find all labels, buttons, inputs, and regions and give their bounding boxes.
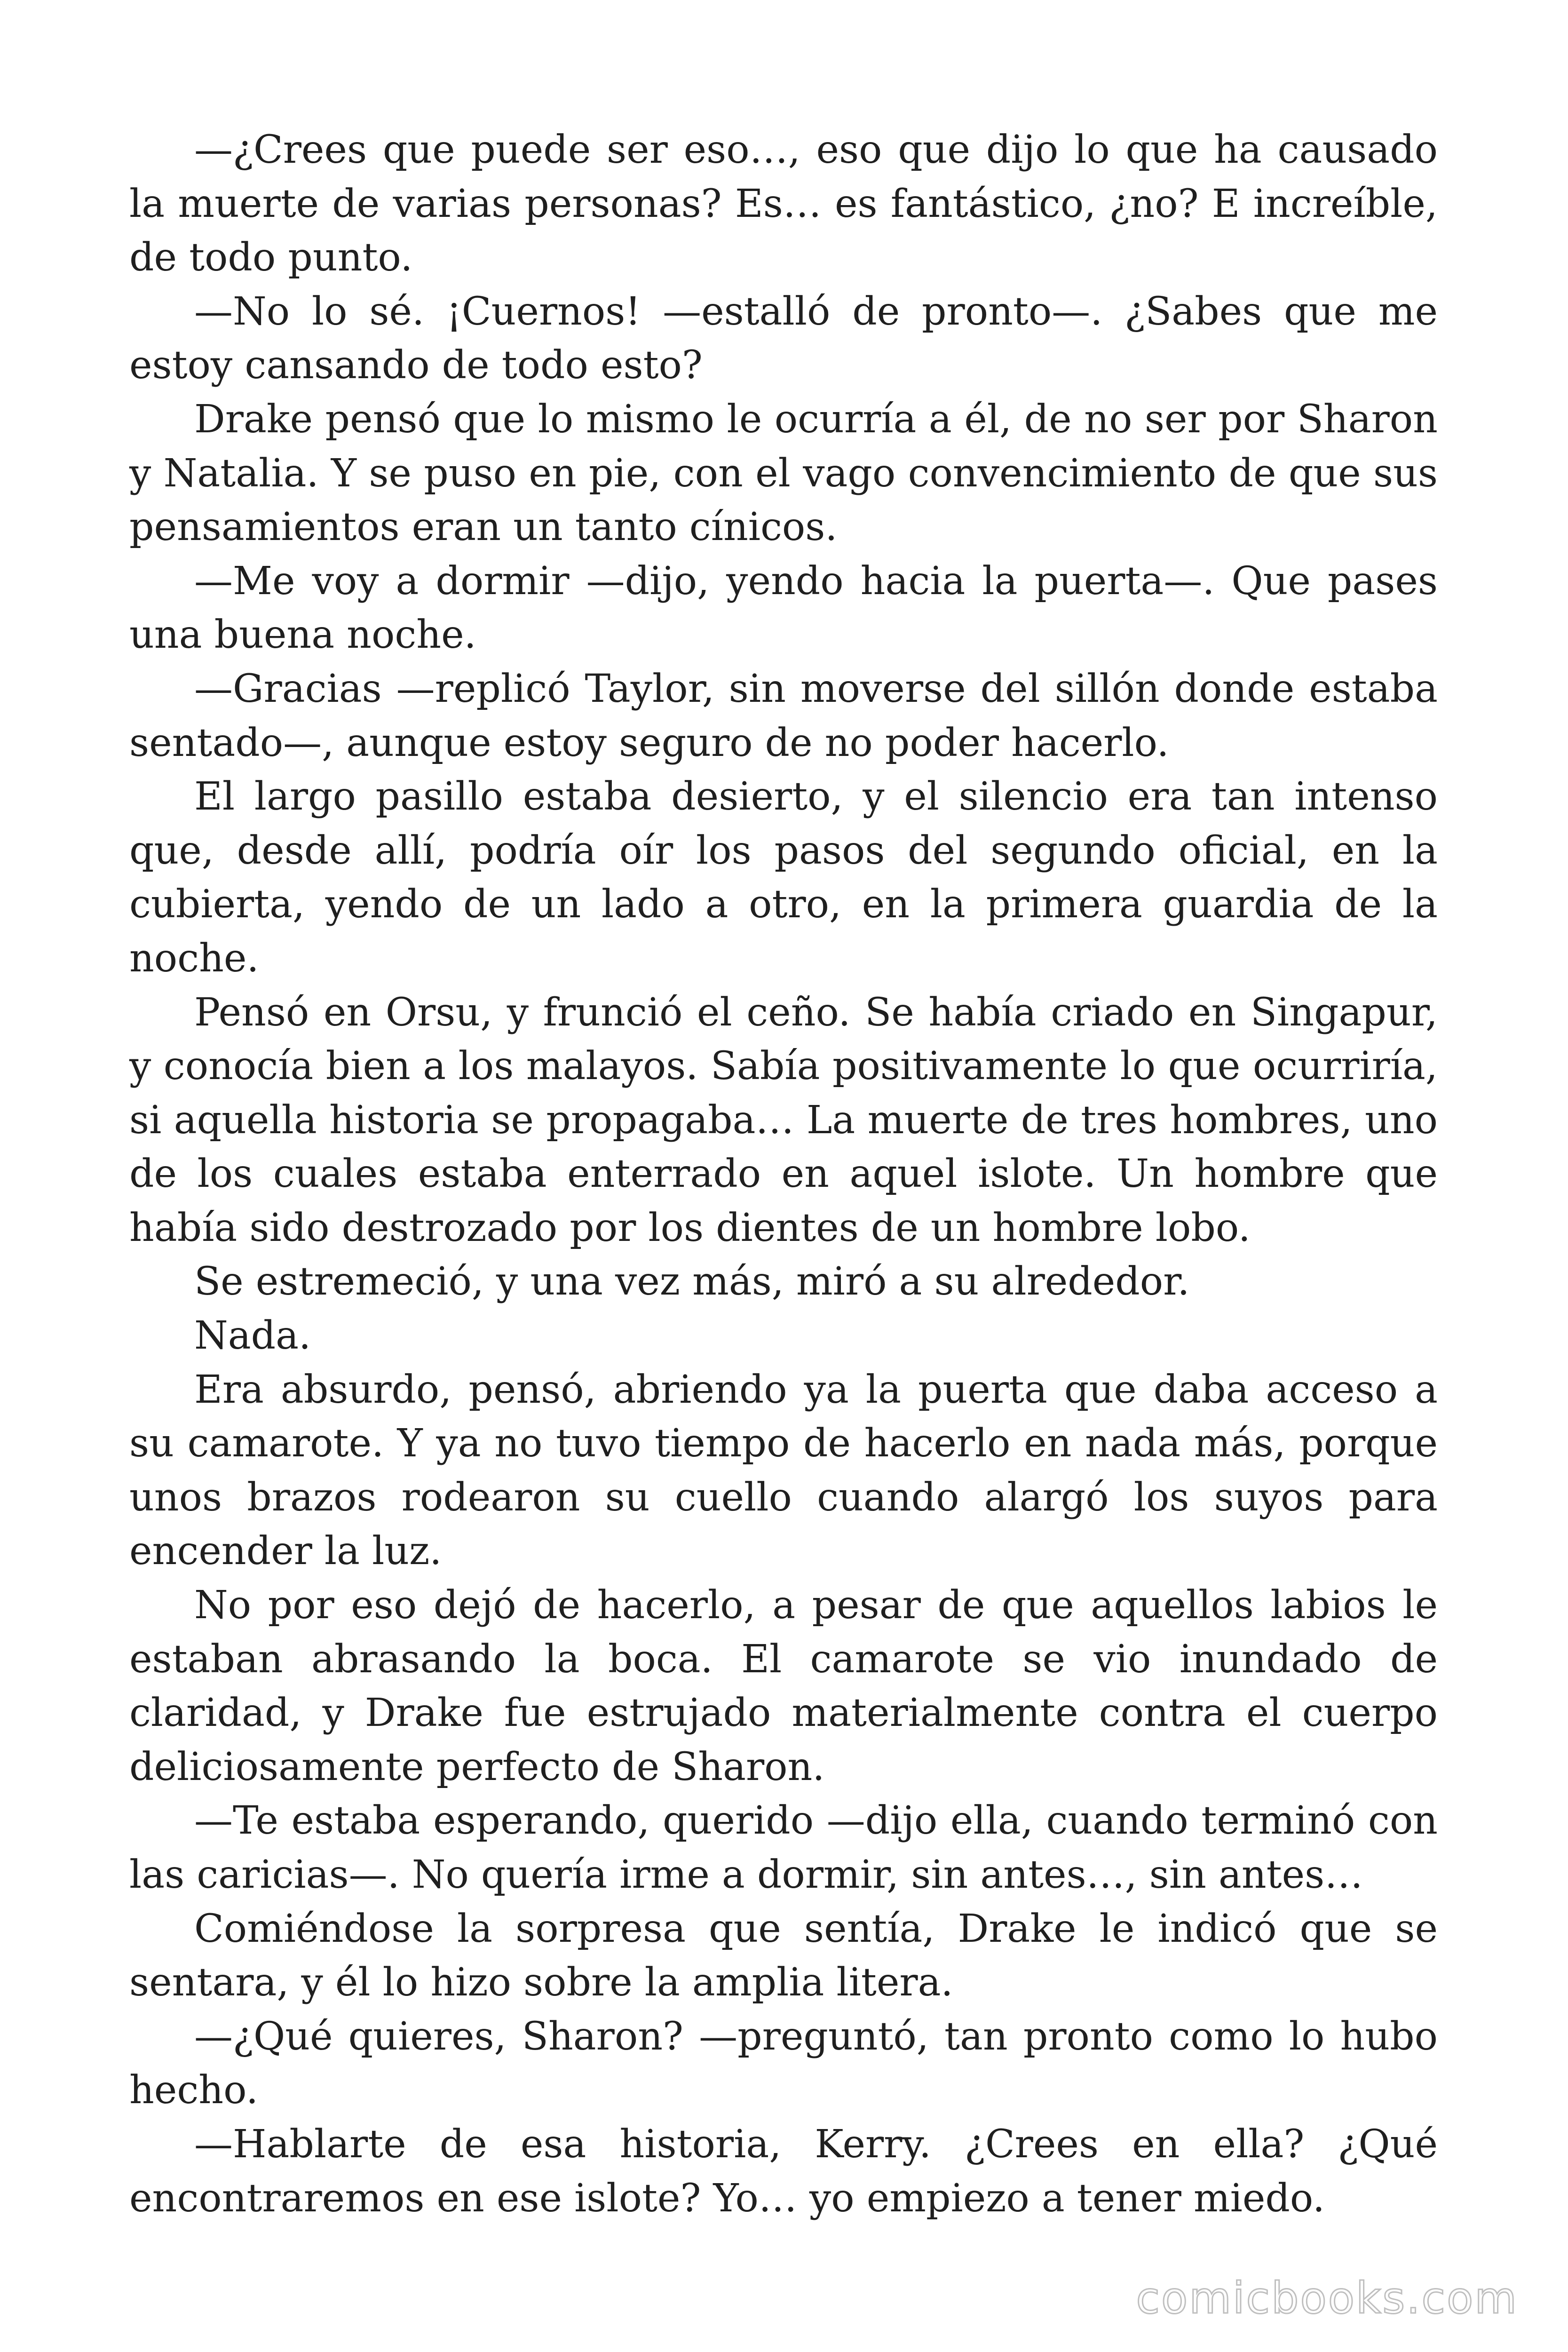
paragraph: —¿Qué quieres, Sharon? —preguntó, tan pronto como lo hubo hecho.	[129, 2014, 1438, 2113]
page-text	[129, 123, 1438, 2225]
paragraph: Pensó en Orsu, y frunció el ceño. Se había criado en Singapur, y conocía bien a los malayos. Sabía positivamente lo que ocurriría, si aquella historia se propagaba… La muerte de tres hombres, uno de los cuales estaba enterrado en aquel islote. Un hombre que había sido destrozado por los dientes de un hombre lobo.	[129, 990, 1438, 1250]
paragraph: —Hablarte de esa historia, Kerry. ¿Crees en ella? ¿Qué encontraremos en ese islote? Yo… yo empiezo a tener miedo.	[129, 2122, 1438, 2221]
paragraph: No por eso dejó de hacerlo, a pesar de que aquellos labios le estaban abrasando la boca. El camarote se vio inundado de claridad, y Drake fue estrujado materialmente contra el cuerpo deliciosamente perfecto de Sharon.	[129, 1583, 1438, 1789]
paragraph: Nada.	[194, 1313, 311, 1359]
paragraph: —Gracias —replicó Taylor, sin moverse del sillón donde estaba sentado—, aunque estoy seguro de no poder hacerlo.	[129, 666, 1438, 765]
paragraph: Se estremeció, y una vez más, miró a su alrededor.	[194, 1259, 1190, 1304]
paragraph: Drake pensó que lo mismo le ocurría a él, de no ser por Sharon y Natalia. Y se puso en pie, con el vago convencimiento de que sus pensamientos eran un tanto cínicos.	[129, 397, 1438, 550]
watermark-text: comicbooks.com	[1136, 2273, 1518, 2323]
paragraph: —Te estaba esperando, querido —dijo ella, cuando terminó con las caricias—. No quería irme a dormir, sin antes…, sin antes…	[129, 1798, 1438, 1897]
paragraph: —Me voy a dormir —dijo, yendo hacia la puerta—. Que pases una buena noche.	[129, 558, 1438, 658]
paragraph: Comiéndose la sorpresa que sentía, Drake le indicó que se sentara, y él lo hizo sobre la amplia litera.	[129, 1906, 1438, 2005]
paragraph: —¿Crees que puede ser eso…, eso que dijo lo que ha causado la muerte de varias personas? Es… es fantástico, ¿no? E increíble, de todo punto.	[129, 127, 1438, 280]
paragraph: Era absurdo, pensó, abriendo ya la puerta que daba acceso a su camarote. Y ya no tuvo tiempo de hacerlo en nada más, porque unos brazos rodearon su cuello cuando alargó los suyos para encender la luz.	[129, 1367, 1438, 1574]
paragraph: El largo pasillo estaba desierto, y el silencio era tan intenso que, desde allí, podría oír los pasos del segundo oficial, en la cubierta, yendo de un lado a otro, en la primera guardia de la noche.	[129, 774, 1438, 981]
paragraph: —No lo sé. ¡Cuernos! —estalló de pronto—. ¿Sabes que me estoy cansando de todo esto?	[129, 289, 1438, 388]
